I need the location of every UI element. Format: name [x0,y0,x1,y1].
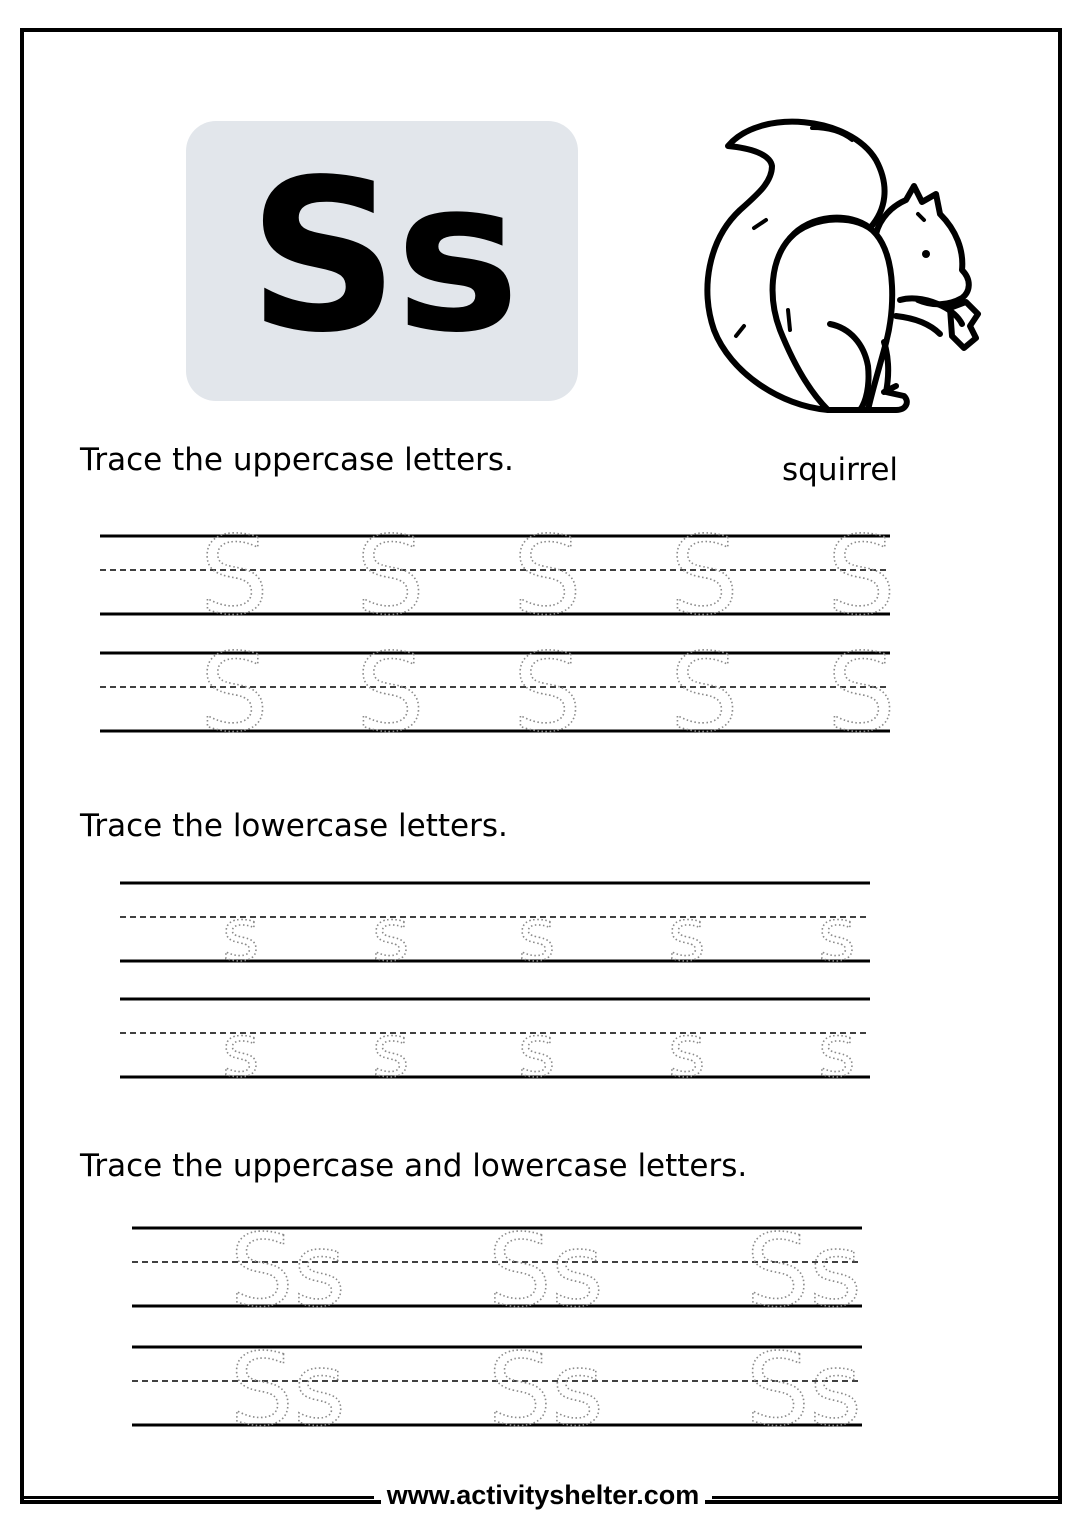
picture-word: squirrel [782,452,899,488]
trace-letter: s [372,1009,410,1093]
trace-letter: s [222,893,260,977]
trace-row-mixed-2 [132,1331,862,1448]
trace-letter: Ss [488,1331,604,1448]
trace-letter: s [372,893,410,977]
trace-letter: s [518,893,556,977]
footer-website: www.activityshelter.com [381,1480,706,1510]
trace-letter: s [818,893,856,977]
trace-row-uppercase-2 [100,631,896,756]
letter-card [186,121,578,401]
trace-letter: Ss [746,1331,862,1448]
trace-letter: S [513,631,582,756]
trace-letter: S [670,514,739,639]
trace-row-uppercase-1 [100,514,896,639]
trace-letter: s [222,1009,260,1093]
trace-letter: s [668,893,706,977]
trace-letter: s [668,1009,706,1093]
trace-letter: S [356,514,425,639]
trace-letter: s [818,1009,856,1093]
trace-letter: Ss [488,1212,604,1329]
trace-letter: S [200,514,269,639]
squirrel-icon [700,110,990,430]
trace-letter: S [827,631,896,756]
trace-letter: S [513,514,582,639]
trace-row-lowercase-2 [120,983,870,1093]
instruction-mixed: Trace the uppercase and lowercase letters. [80,1148,748,1184]
footer [0,1480,1086,1511]
trace-row-lowercase-1 [120,867,870,977]
instruction-lowercase: Trace the lowercase letters. [80,808,508,844]
trace-letter: S [356,631,425,756]
trace-letter: Ss [230,1212,346,1329]
trace-letter: S [200,631,269,756]
trace-letter: S [827,514,896,639]
trace-letter: S [670,631,739,756]
trace-row-mixed-1 [132,1212,862,1329]
trace-letter: Ss [230,1331,346,1448]
trace-letter: s [518,1009,556,1093]
instruction-uppercase: Trace the uppercase letters. [80,442,514,478]
big-letter-pair: Ss [247,134,517,379]
trace-letter: Ss [746,1212,862,1329]
